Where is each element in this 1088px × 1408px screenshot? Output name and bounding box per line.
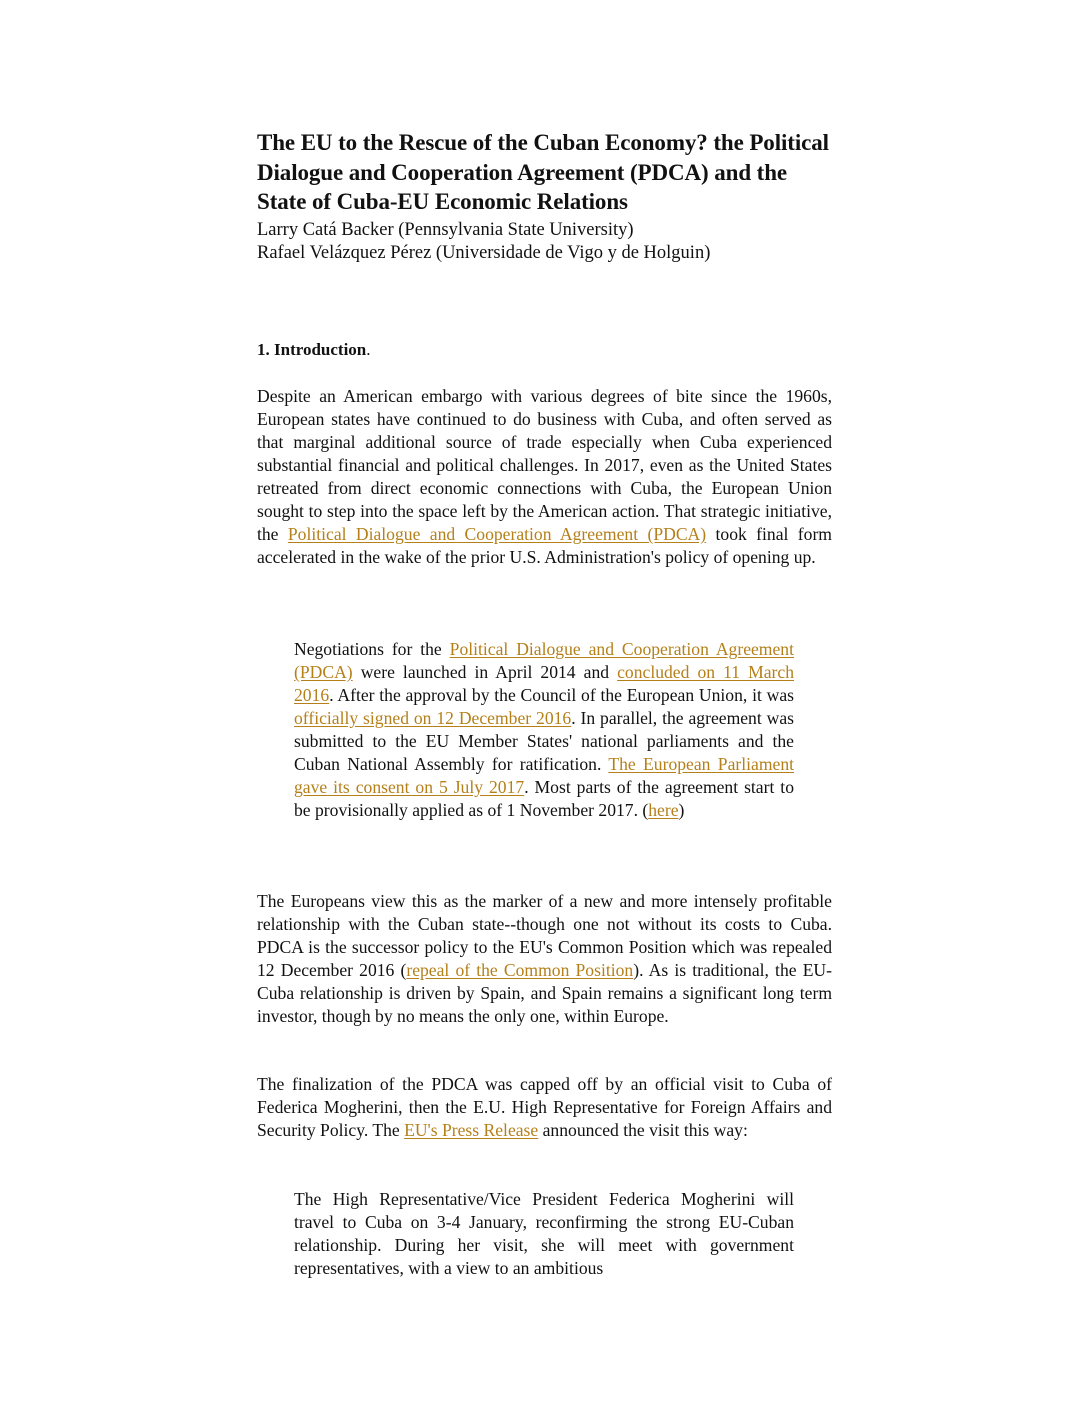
link-pdca-agreement[interactable]: Political Dialogue and Cooperation Agreement (PDCA) (294, 639, 794, 682)
document-title: The EU to the Rescue of the Cuban Economy? the Political Dialogue and Cooperation Agreement (PDCA) and the State of Cuba-EU Economic Relations (257, 130, 829, 214)
paragraph-europeans-view (257, 890, 832, 1028)
blockquote-press-release: The High Representative/Vice President Federica Mogherini will travel to Cuba on 3-4 January, reconfirming the strong EU-Cuban relationship. During her visit, she will meet with government representatives, with a view to an ambitious (294, 1189, 794, 1278)
paragraph-text: Despite an American embargo with various degrees of bite since the 1960s, European states have continued to do business with Cuba, and often served as that marginal additional source of trade especially when Cuba experienced substantial financial and political challenges. In 2017, even as the United States retreated from direct economic connections with Cuba, the European Union sought to step into the space left by the American action. That strategic initiative, the (257, 386, 832, 544)
link-repeal-common-position[interactable]: repeal of the Common Position (406, 960, 634, 980)
paragraph-text: The Europeans view this as the marker of a new and more intensely profitable relationship with the Cuban state--though one not without its costs to Cuba. PDCA is the successor policy to the EU's Common Position which was repealed 12 December 2016 ( (257, 891, 832, 980)
paragraph-intro (257, 385, 832, 569)
author-2: Rafael Velázquez Pérez (Universidade de Vigo y de Holguin) (257, 243, 711, 263)
quote-text: . Most parts of the agreement start to be provisionally applied as of 1 November 2017. ( (294, 777, 794, 820)
paragraph-text: The finalization of the PDCA was capped off by an official visit to Cuba of Federica Mogherini, then the E.U. High Representative for Foreign Affairs and Security Policy. The (257, 1074, 832, 1140)
paragraph-finalization (257, 1073, 832, 1142)
quote-text: . In parallel, the agreement was submitted to the EU Member States' national parliaments and the Cuban National Assembly for ratification. (294, 708, 794, 774)
link-press-release[interactable]: EU's Press Release (404, 1120, 539, 1140)
paragraph-text: took final form accelerated in the wake of the prior U.S. Administration's policy of opening up. (257, 524, 832, 567)
blockquote-negotiations (294, 638, 794, 822)
section-heading (257, 340, 371, 360)
quote-text: were launched in April 2014 and (352, 662, 618, 682)
quote-text: . After the approval by the Council of the European Union, it was (329, 685, 794, 705)
author-list (257, 219, 832, 266)
link-officially-signed[interactable]: officially signed on 12 December 2016 (294, 708, 572, 728)
paragraph-text: ). As is traditional, the EU-Cuba relationship is driven by Spain, and Spain remains a significant long term investor, though by no means the only one, within Europe. (257, 960, 833, 1026)
quote-text: ) (678, 800, 685, 820)
quote-text: Negotiations for the (294, 639, 450, 659)
paragraph-text: announced the visit this way: (538, 1120, 748, 1140)
link-pdca[interactable]: Political Dialogue and Cooperation Agreement (PDCA) (287, 524, 707, 544)
link-european-parliament-consent[interactable]: The European Parliament gave its consent on 5 July 2017 (294, 754, 795, 797)
section-heading-period: . (366, 340, 371, 359)
author-1: Larry Catá Backer (Pennsylvania State University) (257, 219, 634, 240)
link-here[interactable]: here (648, 800, 679, 820)
link-concluded[interactable]: concluded on 11 March 2016 (294, 662, 794, 705)
section-heading-text: 1. Introduction (257, 340, 367, 359)
document-page (257, 128, 833, 1278)
